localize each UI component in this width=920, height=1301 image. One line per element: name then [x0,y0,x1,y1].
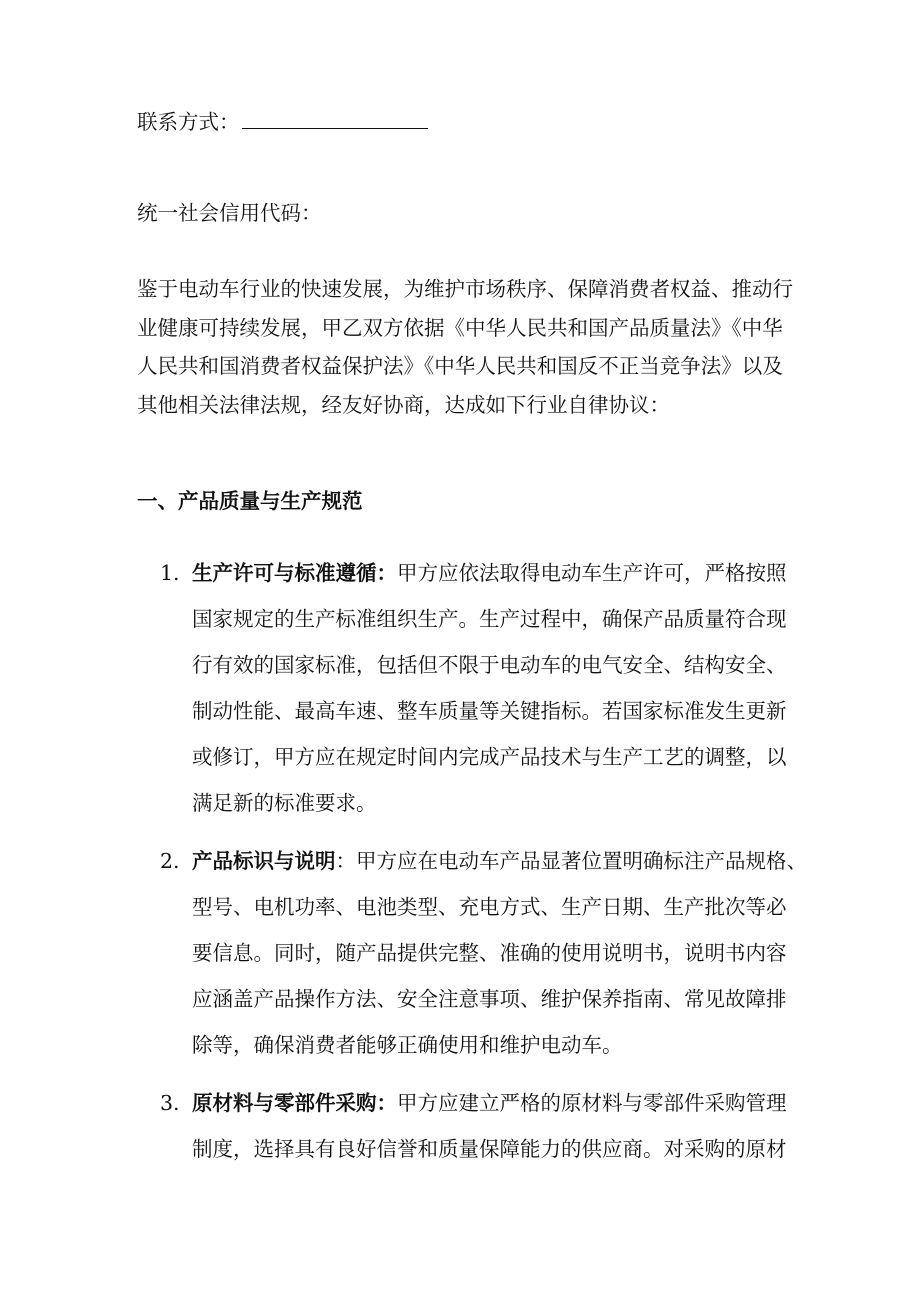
contact-line [137,107,428,137]
intro-line: 业健康可持续发展，甲乙双方依据《中华人民共和国产品质量法》《中华 [137,315,783,340]
item-number: 2. [160,849,180,873]
item-number: 1. [160,561,180,585]
item-text: 或修订，甲方应在规定时间内完成产品技术与生产工艺的调整，以 [192,745,787,769]
intro-line: 其他相关法律法规，经友好协商，达成如下行业自律协议： [137,392,670,417]
section-heading: 一、产品质量与生产规范 [137,489,363,513]
item-text: 甲方应建立严格的原材料与零部件采购管理 [397,1091,787,1115]
item-text: ：甲方应在电动车产品显著位置明确标注产品规格、 [335,849,807,873]
credit-code-label: 统一社会信用代码： [137,201,322,225]
item-text: 行有效的国家标准，包括但不限于电动车的电气安全、结构安全、 [192,653,787,677]
contact-label: 联系方式： [137,110,240,134]
intro-line: 人民共和国消费者权益保护法》《中华人民共和国反不正当竞争法》以及 [137,354,783,378]
item-text: 应涵盖产品操作方法、安全注意事项、维护保养指南、常见故障排 [192,987,787,1011]
item-title: 产品标识与说明 [192,849,336,873]
item-text: 制动性能、最高车速、整车质量等关键指标。若国家标准发生更新 [192,699,787,723]
item-text: 要信息。同时，随产品提供完整、准确的使用说明书，说明书内容 [192,941,787,965]
item-text: 国家规定的生产标准组织生产。生产过程中，确保产品质量符合现 [192,607,787,631]
item-body [192,1080,787,1172]
item-text: 除等，确保消费者能够正确使用和维护电动车。 [192,1033,623,1057]
credit-code-line [137,198,322,228]
contact-blank-field [242,108,428,129]
intro-line: 鉴于电动车行业的快速发展，为维护市场秩序、保障消费者权益、推动行 [137,277,793,301]
item-body [192,838,807,1068]
item-number: 3. [160,1091,180,1115]
intro-paragraph [137,270,793,424]
item-text: 制度，选择具有良好信誉和质量保障能力的供应商。对采购的原材 [192,1137,787,1161]
item-text: 满足新的标准要求。 [192,791,377,815]
item-title: 生产许可与标准遵循： [192,561,397,585]
item-text: 甲方应依法取得电动车生产许可，严格按照 [397,561,787,585]
item-text: 型号、电机功率、电池类型、充电方式、生产日期、生产批次等必 [192,895,787,919]
item-title: 原材料与零部件采购： [192,1091,397,1115]
item-body [192,550,787,826]
